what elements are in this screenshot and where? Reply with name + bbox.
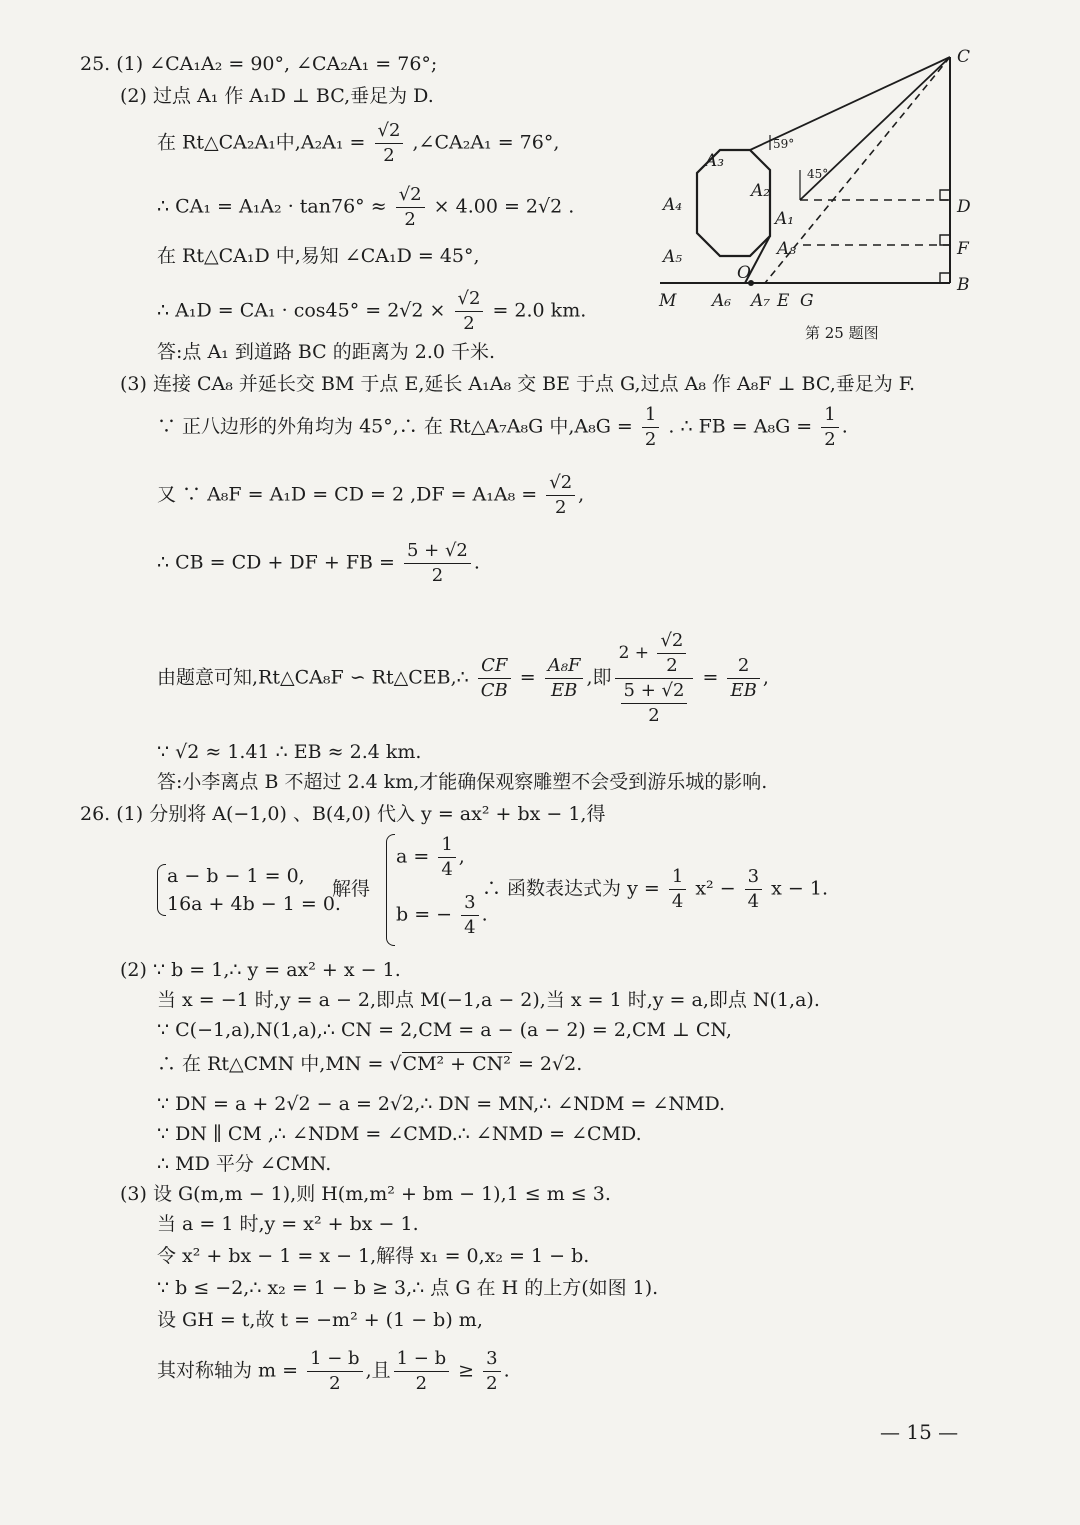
q26-part2-line3: ∵ C(−1,a),N(1,a),∴ CN = 2,CM = a − (a − 2) = 2,CM ⊥ CN, [157,1019,732,1041]
svg-text:M: M [659,291,677,311]
figure-caption: 第 25 题图 [805,324,879,342]
svg-text:G: G [800,291,814,311]
q26-part2-line6: ∵ DN ∥ CM ,∴ ∠NDM = ∠CMD.∴ ∠NMD = ∠CMD. [157,1123,642,1145]
q25-line10: 又 ∵ A₈F = A₁D = CD = 2 ,DF = A₁A₈ = $\frac{√2}{2}$ , [157,472,585,518]
svg-text:A₃: A₃ [705,151,725,171]
q26-solve-label: 解得 [332,878,371,900]
svg-text:E: E [777,291,790,311]
svg-text:59°: 59° [773,137,795,151]
svg-text:C: C [957,47,971,67]
q25-part3: (3) 连接 CA₈ 并延长交 BM 于点 E,延长 A₁A₈ 交 BE 于点 G,过点 A₈ 作 A₈F ⊥ BC,垂足为 F. [120,373,916,395]
svg-text:O: O [737,263,751,283]
q26-part3-line1: (3) 设 G(m,m − 1),则 H(m,m² + bm − 1),1 ≤ m ≤ 3. [120,1183,611,1205]
q26-part3-line6: 其对称轴为 m = $\frac{1 - b}{2}$ ,且 $\frac{1 - b}{2}$ ≥ $\frac{3}{2}$ . [157,1348,510,1394]
q26-part3-line4: ∵ b ≤ −2,∴ x₂ = 1 − b ≥ 3,∴ 点 G 在 H 的上方(如图 1). [157,1277,659,1299]
q26-part2-line2: 当 x = −1 时,y = a − 2,即点 M(−1,a − 2),当 x = 1 时,y = a,即点 N(1,a). [157,989,820,1011]
svg-text:D: D [957,197,971,217]
q26-part2-line5: ∵ DN = a + 2√2 − a = 2√2,∴ DN = MN,∴ ∠NDM = ∠NMD. [157,1093,726,1115]
svg-text:A₅: A₅ [663,247,683,267]
q26-line1: 26. (1) 分别将 A(−1,0) 、B(4,0) 代入 y = ax² + bx − 1,得 [80,803,606,825]
q26-part2-line4: ∴ 在 Rt△CMN 中,MN = √CM² + CN² = 2√2. [157,1053,583,1075]
q25-line11: ∴ CB = CD + DF + FB = $\frac{5 + √2}{2}$ . [157,540,480,586]
q25-line12: 由题意可知,Rt△CA₈F ∽ Rt△CEB,∴ $\frac{CF}{CB}$ = $\frac{\text{A₈F}}{EB}$ ,即 2 + $\frac{√2}{2}$ $\frac{5 + √2}{2}$ = $\frac{2}{EB}$ , [157,630,769,726]
page-number: — 15 — [880,1420,959,1444]
q26-system-eq1: a − b − 1 = 0, [167,865,305,887]
svg-text:A₇: A₇ [751,291,771,311]
q25-line1: 25. (1) ∠CA₁A₂ = 90°, ∠CA₂A₁ = 76°; [80,53,438,75]
svg-text:B: B [957,275,970,295]
svg-text:A₆: A₆ [712,291,732,311]
svg-text:A₁: A₁ [775,209,795,229]
system-brace-left [157,864,166,916]
q25-line13: ∵ √2 ≈ 1.41 ∴ EB ≈ 2.4 km. [157,741,422,763]
q26-part3-line3: 令 x² + bx − 1 = x − 1,解得 x₁ = 0,x₂ = 1 − b. [157,1245,590,1267]
q25-line9: ∵ 正八边形的外角均为 45°,∴ 在 Rt△A₇A₈G 中,A₈G = $\frac{1}{2}$ . ∴ FB = A₈G = $\frac{1}{2}$ . [157,404,848,450]
q25-answer2: 答:小李离点 B 不超过 2.4 km,才能确保观察雕塑不会受到游乐城的影响. [157,771,768,793]
q26-part3-line5: 设 GH = t,故 t = −m² + (1 − b) m, [157,1309,483,1331]
svg-text:A₄: A₄ [663,195,683,215]
q25-answer1: 答:点 A₁ 到道路 BC 的距离为 2.0 千米. [157,341,496,363]
svg-text:A₂: A₂ [751,181,771,201]
q26-part2-line7: ∴ MD 平分 ∠CMN. [157,1153,332,1175]
svg-text:A₈: A₈ [777,239,797,259]
q25-line6: ∴ A₁D = CA₁ · cos45° = 2√2 × $\frac{√2}{2}$ = 2.0 km. [157,288,587,334]
q25-line3: 在 Rt△CA₂A₁中,A₂A₁ = $\frac{√2}{2}$ ,∠CA₂A₁ = 76°, [157,120,560,166]
q25-line4: ∴ CA₁ = A₁A₂ · tan76° ≈ $\frac{√2}{2}$ × 4.00 = 2√2 . [157,184,575,230]
q25-line5: 在 Rt△CA₁D 中,易知 ∠CA₁D = 45°, [157,245,480,267]
q26-a-value: a = $\frac{1}{4}$ , [396,834,465,880]
q26-function-expr: ∴ 函数表达式为 y = $\frac{1}{4}$ x² − $\frac{3}{4}$ x − 1. [482,866,829,912]
q25-line2: (2) 过点 A₁ 作 A₁D ⊥ BC,垂足为 D. [120,85,434,107]
svg-text:F: F [957,239,969,259]
solution-brace [386,834,395,946]
figure-25 [655,40,990,350]
q26-part2-line1: (2) ∵ b = 1,∴ y = ax² + x − 1. [120,959,401,981]
q26-b-value: b = − $\frac{3}{4}$ . [396,892,488,938]
svg-text:45°: 45° [807,167,829,181]
q26-system-eq2: 16a + 4b − 1 = 0. [167,893,341,915]
q26-part3-line2: 当 a = 1 时,y = x² + bx − 1. [157,1213,419,1235]
